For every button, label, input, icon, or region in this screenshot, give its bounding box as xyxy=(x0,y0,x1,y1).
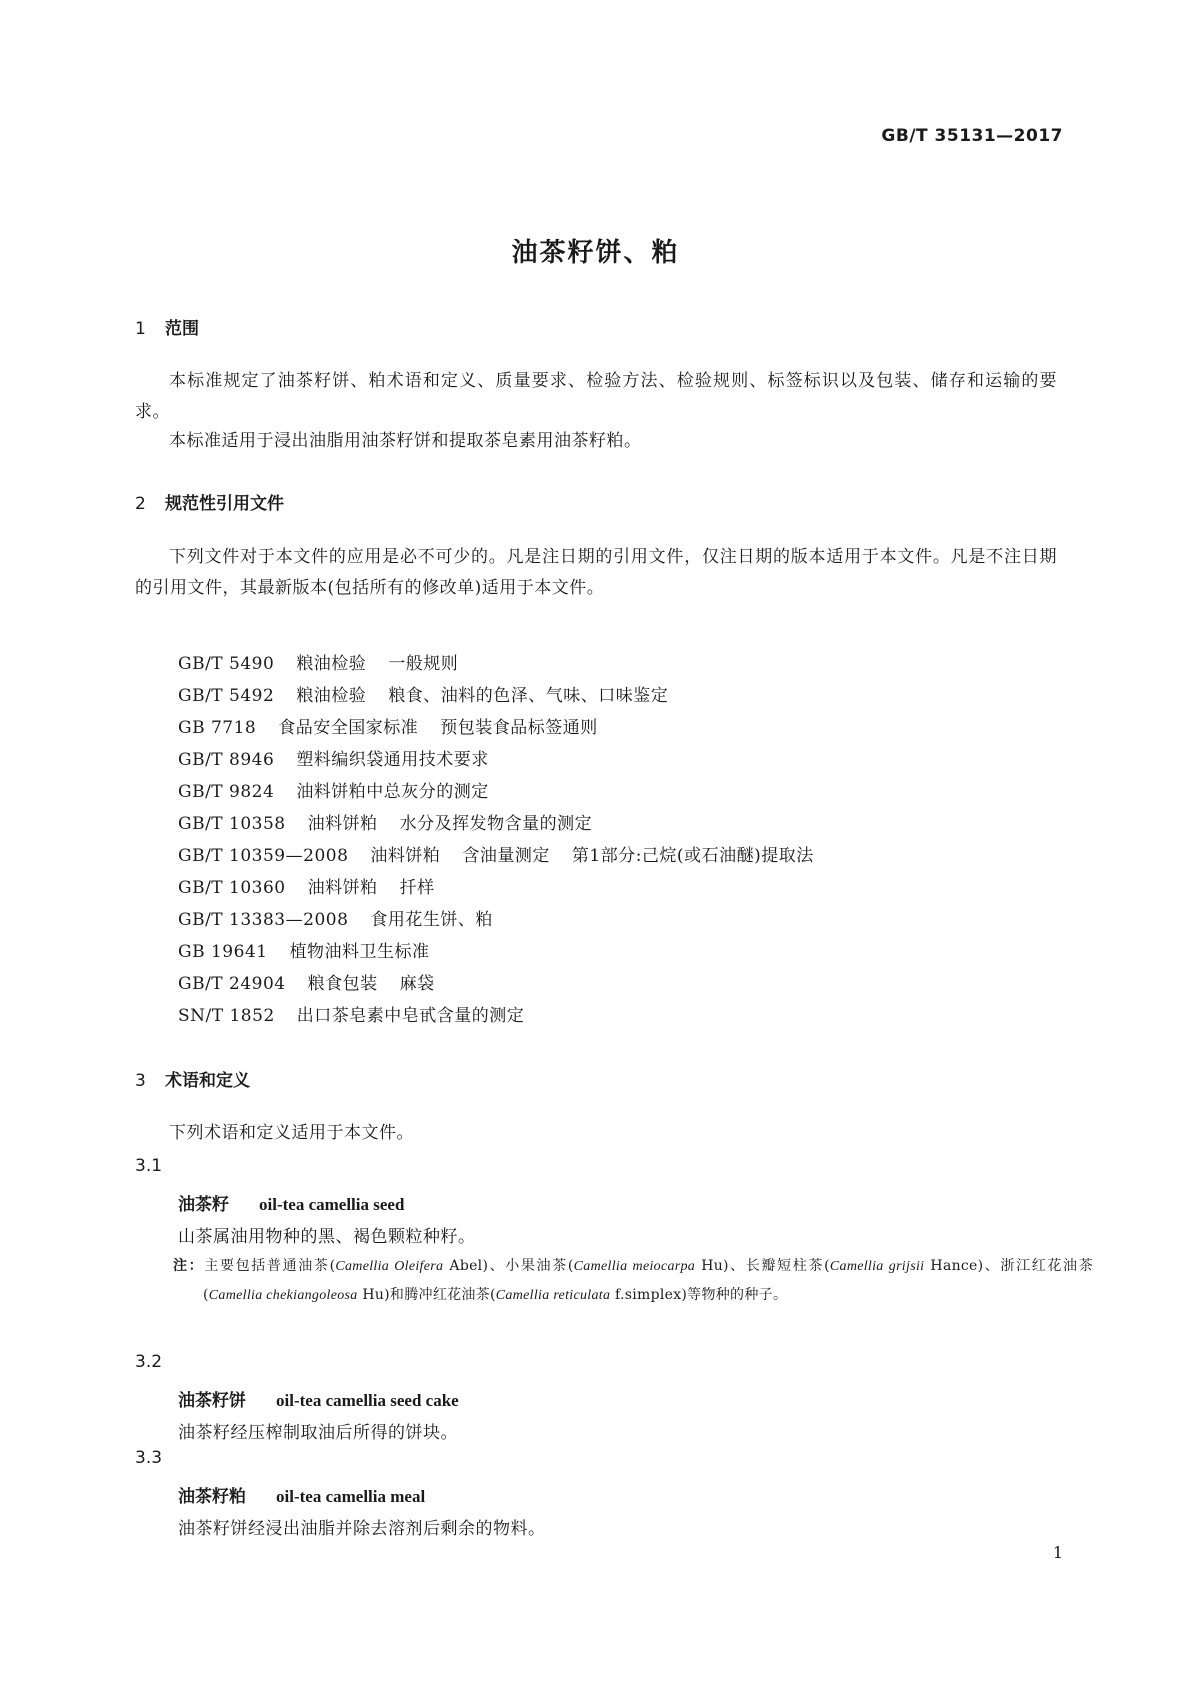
section-number: 1 xyxy=(135,319,146,339)
reference-item xyxy=(178,680,814,712)
species-name: Camellia chekiangoleosa xyxy=(208,1288,358,1303)
reference-title: 粮油检验 xyxy=(296,654,367,674)
term-definition: 山茶属油用物种的黑、褐色颗粒种籽。 xyxy=(178,1227,476,1247)
species-name: Camellia reticulata xyxy=(495,1288,611,1303)
note-text: Abel)、小果油茶( xyxy=(443,1258,574,1274)
scope-paragraph-2: 本标准适用于浸出油脂用油茶籽饼和提取茶皂素用油茶籽粕。 xyxy=(169,431,642,451)
term-number: 3.2 xyxy=(135,1352,163,1372)
term-note xyxy=(173,1252,1093,1310)
reference-item xyxy=(178,1000,814,1032)
reference-title: 粮油检验 xyxy=(296,686,367,706)
page-number: 1 xyxy=(1052,1543,1063,1562)
reference-item xyxy=(178,968,814,1000)
reference-subtitle: 扦样 xyxy=(399,878,435,898)
term-en: oil-tea camellia seed xyxy=(259,1195,405,1214)
scope-paragraph-1: 本标准规定了油茶籽饼、粕术语和定义、质量要求、检验方法、检验规则、标签标识以及包装、储存和运输的要求。 xyxy=(135,371,1057,422)
reference-item xyxy=(178,808,814,840)
standard-code: GB/T 35131—2017 xyxy=(881,126,1063,146)
term-name xyxy=(178,1386,459,1411)
reference-title: 食品安全国家标准 xyxy=(278,718,419,738)
reference-code: SN/T 1852 xyxy=(178,1006,275,1026)
term-number: 3.1 xyxy=(135,1156,163,1176)
note-text: Hance)、浙江红花油茶( xyxy=(203,1258,1094,1303)
term-name xyxy=(178,1482,425,1507)
section-number: 3 xyxy=(135,1071,146,1091)
species-name: Camellia grijsii xyxy=(829,1259,925,1274)
reference-code: GB/T 24904 xyxy=(178,974,286,994)
terms-intro: 下列术语和定义适用于本文件。 xyxy=(169,1123,414,1143)
section-title: 规范性引用文件 xyxy=(165,494,284,514)
note-text: Hu)和腾冲红花油茶( xyxy=(357,1287,496,1303)
term-zh: 油茶籽粕 xyxy=(178,1487,246,1507)
reference-code: GB/T 13383—2008 xyxy=(178,910,349,930)
reference-code: GB/T 5492 xyxy=(178,686,275,706)
term-definition: 油茶籽经压榨制取油后所得的饼块。 xyxy=(178,1423,458,1443)
reference-item xyxy=(178,648,814,680)
reference-title: 粮食包装 xyxy=(307,974,378,994)
reference-title: 食用花生饼、粕 xyxy=(370,910,493,930)
term-en: oil-tea camellia seed cake xyxy=(276,1391,459,1410)
reference-item xyxy=(178,872,814,904)
reference-item xyxy=(178,776,814,808)
section-title: 范围 xyxy=(165,319,199,339)
species-name: Camellia Oleifera xyxy=(335,1259,444,1274)
reference-subtitle: 预包装食品标签通则 xyxy=(440,718,598,738)
reference-item xyxy=(178,936,814,968)
reference-subtitle: 水分及挥发物含量的测定 xyxy=(399,814,593,834)
note-text: f.simplex)等物种的种子。 xyxy=(610,1287,788,1303)
reference-title: 油料饼粕中总灰分的测定 xyxy=(296,782,489,802)
reference-title: 油料饼粕 xyxy=(307,878,378,898)
term-number: 3.3 xyxy=(135,1448,163,1468)
reference-item xyxy=(178,744,814,776)
reference-subtitle: 含油量测定 xyxy=(462,846,550,866)
reference-subtitle: 一般规则 xyxy=(388,654,459,674)
reference-item xyxy=(178,712,814,744)
reference-code: GB/T 10358 xyxy=(178,814,286,834)
reference-code: GB 19641 xyxy=(178,942,268,962)
term-definition: 油茶籽饼经浸出油脂并除去溶剂后剩余的物料。 xyxy=(178,1519,546,1539)
reference-code: GB 7718 xyxy=(178,718,257,738)
reference-subtitle: 粮食、油料的色泽、气味、口味鉴定 xyxy=(388,686,669,706)
note-text: Hu)、长瓣短柱茶( xyxy=(695,1258,830,1274)
species-name: Camellia meiocarpa xyxy=(573,1259,696,1274)
note-label: 注： xyxy=(173,1258,205,1274)
term-name xyxy=(178,1190,404,1215)
reference-code: GB/T 5490 xyxy=(178,654,275,674)
term-zh: 油茶籽饼 xyxy=(178,1391,246,1411)
references-intro: 下列文件对于本文件的应用是必不可少的。凡是注日期的引用文件，仅注日期的版本适用于本文件。凡是不注日期的引用文件，其最新版本(包括所有的修改单)适用于本文件。 xyxy=(135,547,1057,598)
reference-title: 塑料编织袋通用技术要求 xyxy=(296,750,489,770)
normative-references-list xyxy=(178,648,814,1032)
section-1-heading xyxy=(135,314,199,339)
reference-title: 油料饼粕 xyxy=(370,846,441,866)
term-en: oil-tea camellia meal xyxy=(276,1487,426,1506)
reference-title: 油料饼粕 xyxy=(307,814,378,834)
reference-item xyxy=(178,904,814,936)
section-title: 术语和定义 xyxy=(165,1071,250,1091)
section-3-heading xyxy=(135,1066,250,1091)
reference-title: 植物油料卫生标准 xyxy=(289,942,430,962)
reference-code: GB/T 10359—2008 xyxy=(178,846,349,866)
note-text: 主要包括普通油茶( xyxy=(204,1258,336,1274)
reference-title: 出口茶皂素中皂甙含量的测定 xyxy=(296,1006,525,1026)
term-zh: 油茶籽 xyxy=(178,1195,229,1215)
reference-code: GB/T 10360 xyxy=(178,878,286,898)
section-2-heading xyxy=(135,489,284,514)
document-title: 油茶籽饼、粕 xyxy=(511,238,680,268)
reference-part: 第1部分:己烷(或石油醚)提取法 xyxy=(571,846,814,866)
reference-subtitle: 麻袋 xyxy=(399,974,435,994)
reference-code: GB/T 9824 xyxy=(178,782,275,802)
reference-item xyxy=(178,840,814,872)
section-number: 2 xyxy=(135,494,146,514)
reference-code: GB/T 8946 xyxy=(178,750,275,770)
